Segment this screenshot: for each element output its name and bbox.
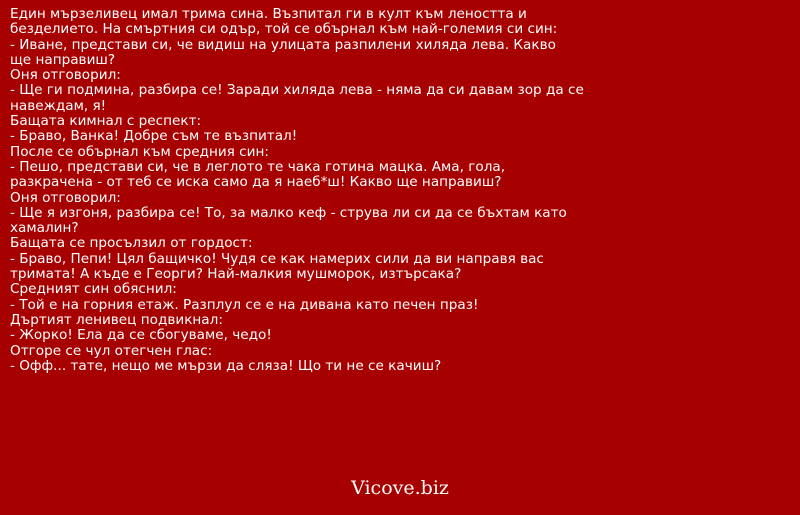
joke-line: - Браво, Пепи! Цял бащичко! Чудя се как намерих сили да ви направя вас	[10, 250, 544, 267]
joke-line: - Ще я изгоня, разбира се! То, за малко кеф - струва ли си да се бъхтам като	[10, 204, 567, 221]
joke-line: Отгоре се чул отегчен глас:	[10, 342, 213, 359]
joke-line: Оня отговорил:	[10, 67, 121, 84]
joke-line: безделието. На смъртния си одър, той се обърнал към най-големия си син:	[10, 21, 558, 38]
joke-line: После се обърнал към средния син:	[10, 143, 269, 160]
joke-line: - Офф... тате, нещо ме мързи да сляза! Що ти не се качиш?	[10, 357, 442, 374]
site-name: Vicove.biz	[351, 477, 449, 499]
joke-line: Оня отговорил:	[10, 189, 121, 206]
joke-line: - Той е на горния етаж. Разплул се е на дивана като печен праз!	[10, 296, 479, 313]
joke-line: разкрачена - от теб се иска само да я наеб*ш! Какво ще направиш?	[10, 174, 502, 191]
joke-line: - Ще ги подмина, разбира се! Заради хиляда лева - няма да си давам зор да се	[10, 82, 584, 99]
joke-line: тримата! А къде е Георги? Най-малкия мушморок, изтърсака?	[10, 266, 462, 283]
joke-line: Дъртият ленивец подвикнал:	[10, 311, 223, 328]
joke-line: - Браво, Ванка! Добре съм те възпитал!	[10, 128, 298, 145]
joke-line: - Иване, представи си, че видиш на улицата разпилени хиляда лева. Какво	[10, 36, 556, 53]
joke-line: - Пешо, представи си, че в леглото те чака готина мацка. Ама, гола,	[10, 158, 506, 175]
joke-line: Един мързеливец имал трима сина. Възпитал ги в култ към леността и	[10, 6, 527, 22]
joke-line: Средният син обяснил:	[10, 281, 177, 298]
joke-line: ще направиш?	[10, 51, 116, 68]
joke-line: Бащата кимнал с респект:	[10, 113, 202, 130]
joke-line: навеждам, я!	[10, 97, 107, 114]
site-footer	[0, 476, 800, 500]
joke-text	[10, 7, 600, 374]
joke-line: Бащата се просълзил от гордост:	[10, 235, 253, 252]
joke-line: хамалин?	[10, 220, 79, 237]
joke-line: - Жорко! Ела да се сбогуваме, чедо!	[10, 327, 272, 344]
